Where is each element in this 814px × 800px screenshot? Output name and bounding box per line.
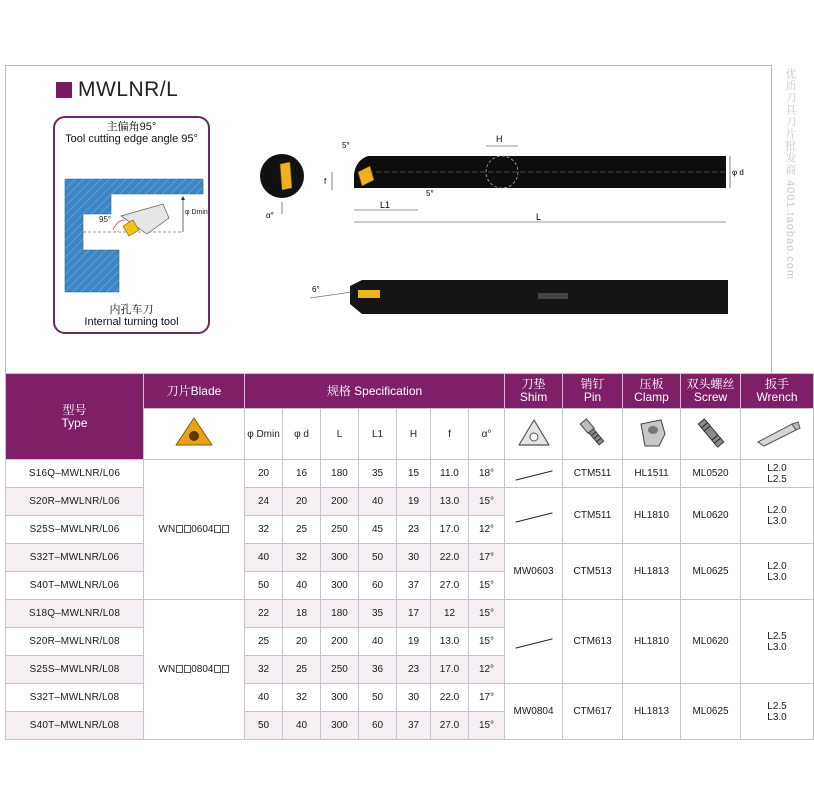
value-cell: 32 xyxy=(283,544,321,572)
value-cell: 32 xyxy=(245,516,283,544)
clamp-image-cell xyxy=(623,409,681,460)
value-cell: 18 xyxy=(283,600,321,628)
col-alpha: α° xyxy=(469,409,505,460)
wrench-en: Wrench xyxy=(756,390,798,404)
tool-side-view-drawing xyxy=(300,270,740,330)
value-cell: 22.0 xyxy=(431,544,469,572)
wrench-size: L2.0 xyxy=(767,560,787,572)
wrench-cell xyxy=(741,460,814,488)
value-cell: 60 xyxy=(359,572,397,600)
pin-cell: CTM511 xyxy=(563,488,623,544)
col-d: φ d xyxy=(283,409,321,460)
blade-header: 刀片Blade xyxy=(144,374,245,409)
value-cell: 32 xyxy=(283,684,321,712)
table-row xyxy=(6,460,814,488)
title-marker xyxy=(56,82,72,98)
type-cell: S32T–MWLNR/L06 xyxy=(6,544,144,572)
value-cell: 35 xyxy=(359,600,397,628)
value-cell: 17.0 xyxy=(431,516,469,544)
screw-cell: ML0520 xyxy=(681,460,741,488)
value-cell: 17.0 xyxy=(431,656,469,684)
card-bottom-cn: 内孔车刀 xyxy=(109,304,154,316)
phi-d-label: φ d xyxy=(732,168,744,177)
screw-cn: 双头螺丝 xyxy=(686,377,735,391)
value-cell: 23 xyxy=(397,516,431,544)
value-cell: 22.0 xyxy=(431,684,469,712)
value-cell: 20 xyxy=(283,628,321,656)
value-cell: 15° xyxy=(469,572,505,600)
clamp-cell: HL1810 xyxy=(623,600,681,684)
angle-label: 95° xyxy=(99,215,112,224)
spec-header: 规格 Specification xyxy=(245,374,505,409)
screw-cell: ML0620 xyxy=(681,600,741,684)
type-header xyxy=(6,374,144,460)
value-cell: 300 xyxy=(321,684,359,712)
blade-cell-06 xyxy=(144,460,245,600)
wrench-size: L3.0 xyxy=(767,515,787,527)
value-cell: 15° xyxy=(469,488,505,516)
card-top-en: Tool cutting edge angle 95° xyxy=(65,133,198,145)
table-row xyxy=(6,684,814,712)
pin-cell: CTM617 xyxy=(563,684,623,740)
wrench-size: L2.5 xyxy=(767,700,787,712)
screw-cell: ML0620 xyxy=(681,488,741,544)
value-cell: 40 xyxy=(283,712,321,740)
clamp-cell: HL1813 xyxy=(623,544,681,600)
shim-cell xyxy=(505,460,563,488)
insert-icon xyxy=(172,415,216,451)
clamp-icon xyxy=(635,416,669,450)
value-cell: 60 xyxy=(359,712,397,740)
value-cell: 30 xyxy=(397,544,431,572)
wrench-size: L2.0 xyxy=(767,504,787,516)
value-cell: 40 xyxy=(359,488,397,516)
value-cell: 20 xyxy=(283,488,321,516)
wrench-cell xyxy=(741,488,814,544)
col-h: H xyxy=(397,409,431,460)
shim-cn: 刀垫 xyxy=(521,377,546,391)
col-dmin: φ Dmin xyxy=(245,409,283,460)
value-cell: 15° xyxy=(469,712,505,740)
type-cell: S40T–MWLNR/L08 xyxy=(6,712,144,740)
shim-image-cell xyxy=(505,409,563,460)
value-cell: 50 xyxy=(245,572,283,600)
value-cell: 45 xyxy=(359,516,397,544)
type-cell: S40T–MWLNR/L06 xyxy=(6,572,144,600)
value-cell: 27.0 xyxy=(431,712,469,740)
pin-en: Pin xyxy=(583,390,602,404)
value-cell: 250 xyxy=(321,656,359,684)
value-cell: 200 xyxy=(321,488,359,516)
card-top-caption xyxy=(55,121,208,145)
value-cell: 11.0 xyxy=(431,460,469,488)
value-cell: 37 xyxy=(397,712,431,740)
blade-tail-06: 0604 xyxy=(191,524,214,535)
wrench-icon xyxy=(752,416,802,450)
value-cell: 50 xyxy=(359,544,397,572)
value-cell: 40 xyxy=(245,544,283,572)
pin-cell: CTM511 xyxy=(563,460,623,488)
value-cell: 25 xyxy=(283,516,321,544)
wrench-size: L3.0 xyxy=(767,571,787,583)
l-label: L xyxy=(536,212,542,222)
clamp-cn: 压板 xyxy=(639,377,664,391)
card-bottom-en: Internal turning tool xyxy=(84,316,179,328)
wrench-cn: 扳手 xyxy=(765,377,790,391)
pin-header xyxy=(563,374,623,409)
wrench-cell xyxy=(741,544,814,600)
wrench-cell xyxy=(741,600,814,684)
screw-header xyxy=(681,374,741,409)
type-cell: S20R–MWLNR/L08 xyxy=(6,628,144,656)
value-cell: 12° xyxy=(469,656,505,684)
watermark: 优质刀具刀片批发商 4001.taobao.com xyxy=(784,68,796,281)
value-cell: 16 xyxy=(283,460,321,488)
value-cell: 27.0 xyxy=(431,572,469,600)
wrench-size: L3.0 xyxy=(767,641,787,653)
value-cell: 13.0 xyxy=(431,628,469,656)
value-cell: 15 xyxy=(397,460,431,488)
table-row xyxy=(6,488,814,516)
wrench-header xyxy=(741,374,814,409)
shim-icon xyxy=(516,417,552,449)
dmin-label: φ Dmin xyxy=(185,209,208,216)
type-cell: S16Q–MWLNR/L06 xyxy=(6,460,144,488)
f-label: f xyxy=(324,177,327,186)
clamp-header xyxy=(623,374,681,409)
value-cell: 17° xyxy=(469,544,505,572)
tool-top-view-drawing xyxy=(250,128,750,238)
value-cell: 24 xyxy=(245,488,283,516)
value-cell: 180 xyxy=(321,460,359,488)
screw-en: Screw xyxy=(693,390,728,404)
clamp-cell: HL1511 xyxy=(623,460,681,488)
value-cell: 15° xyxy=(469,628,505,656)
clamp-cell: HL1810 xyxy=(623,488,681,544)
wrench-cell xyxy=(741,684,814,740)
alpha-label: α° xyxy=(266,211,274,220)
value-cell: 200 xyxy=(321,628,359,656)
angle-5-top: 5° xyxy=(342,141,350,150)
wrench-size: L3.0 xyxy=(767,711,787,723)
page-title xyxy=(56,78,178,102)
wrench-size: L2.5 xyxy=(767,473,787,485)
value-cell: 50 xyxy=(245,712,283,740)
wrench-size: L2.5 xyxy=(767,630,787,642)
col-f: f xyxy=(431,409,469,460)
value-cell: 30 xyxy=(397,684,431,712)
blade-prefix: WN xyxy=(158,524,176,535)
value-cell: 40 xyxy=(283,572,321,600)
value-cell: 19 xyxy=(397,628,431,656)
card-bottom-caption xyxy=(55,304,208,328)
value-cell: 32 xyxy=(245,656,283,684)
wrench-image-cell xyxy=(741,409,814,460)
value-cell: 19 xyxy=(397,488,431,516)
blade-prefix: WN xyxy=(158,664,176,675)
col-l: L xyxy=(321,409,359,460)
blade-image-cell xyxy=(144,409,245,460)
shim-cell xyxy=(505,488,563,544)
type-cell: S32T–MWLNR/L08 xyxy=(6,684,144,712)
angle-6-label: 6° xyxy=(312,285,320,294)
value-cell: 37 xyxy=(397,572,431,600)
wrench-size: L2.0 xyxy=(767,462,787,474)
value-cell: 36 xyxy=(359,656,397,684)
value-cell: 20 xyxy=(245,460,283,488)
spec-table xyxy=(5,373,814,740)
type-cell: S18Q–MWLNR/L08 xyxy=(6,600,144,628)
screw-cell: ML0625 xyxy=(681,684,741,740)
insert-diagram-card xyxy=(53,116,210,334)
value-cell: 23 xyxy=(397,656,431,684)
type-header-cn: 型号 xyxy=(62,402,87,417)
pin-icon xyxy=(576,416,610,450)
angle-5-bottom: 5° xyxy=(426,189,434,198)
pin-cell: CTM513 xyxy=(563,544,623,600)
value-cell: 13.0 xyxy=(431,488,469,516)
shim-cell xyxy=(505,600,563,684)
value-cell: 35 xyxy=(359,460,397,488)
value-cell: 50 xyxy=(359,684,397,712)
shim-header xyxy=(505,374,563,409)
type-header-en: Type xyxy=(61,415,88,430)
value-cell: 250 xyxy=(321,516,359,544)
shim-cell: MW0603 xyxy=(505,544,563,600)
card-top-cn: 主偏角95° xyxy=(106,121,157,133)
clamp-en: Clamp xyxy=(634,390,669,404)
type-cell: S25S–MWLNR/L08 xyxy=(6,656,144,684)
table-row xyxy=(6,544,814,572)
col-l1: L1 xyxy=(359,409,397,460)
value-cell: 12° xyxy=(469,516,505,544)
h-label: H xyxy=(496,134,503,144)
value-cell: 25 xyxy=(245,628,283,656)
value-cell: 300 xyxy=(321,712,359,740)
type-cell: S25S–MWLNR/L06 xyxy=(6,516,144,544)
value-cell: 25 xyxy=(283,656,321,684)
screw-cell: ML0625 xyxy=(681,544,741,600)
value-cell: 17 xyxy=(397,600,431,628)
type-cell: S20R–MWLNR/L06 xyxy=(6,488,144,516)
value-cell: 15° xyxy=(469,600,505,628)
clamp-cell: HL1813 xyxy=(623,684,681,740)
table-row xyxy=(6,600,814,628)
shim-en: Shim xyxy=(519,390,548,404)
value-cell: 300 xyxy=(321,544,359,572)
screw-image-cell xyxy=(681,409,741,460)
value-cell: 17° xyxy=(469,684,505,712)
blade-tail-08: 0804 xyxy=(191,664,214,675)
blade-cell-08 xyxy=(144,600,245,740)
value-cell: 40 xyxy=(359,628,397,656)
pin-cell: CTM613 xyxy=(563,600,623,684)
value-cell: 300 xyxy=(321,572,359,600)
pin-cn: 销钉 xyxy=(580,377,605,391)
value-cell: 40 xyxy=(245,684,283,712)
value-cell: 18° xyxy=(469,460,505,488)
screw-icon xyxy=(694,416,728,450)
shim-cell: MW0804 xyxy=(505,684,563,740)
internal-turning-diagram xyxy=(63,174,208,302)
header-row-1 xyxy=(6,374,814,409)
value-cell: 12 xyxy=(431,600,469,628)
value-cell: 180 xyxy=(321,600,359,628)
value-cell: 22 xyxy=(245,600,283,628)
title-text: MWLNR/L xyxy=(78,78,179,101)
pin-image-cell xyxy=(563,409,623,460)
l1-label: L1 xyxy=(380,200,391,210)
